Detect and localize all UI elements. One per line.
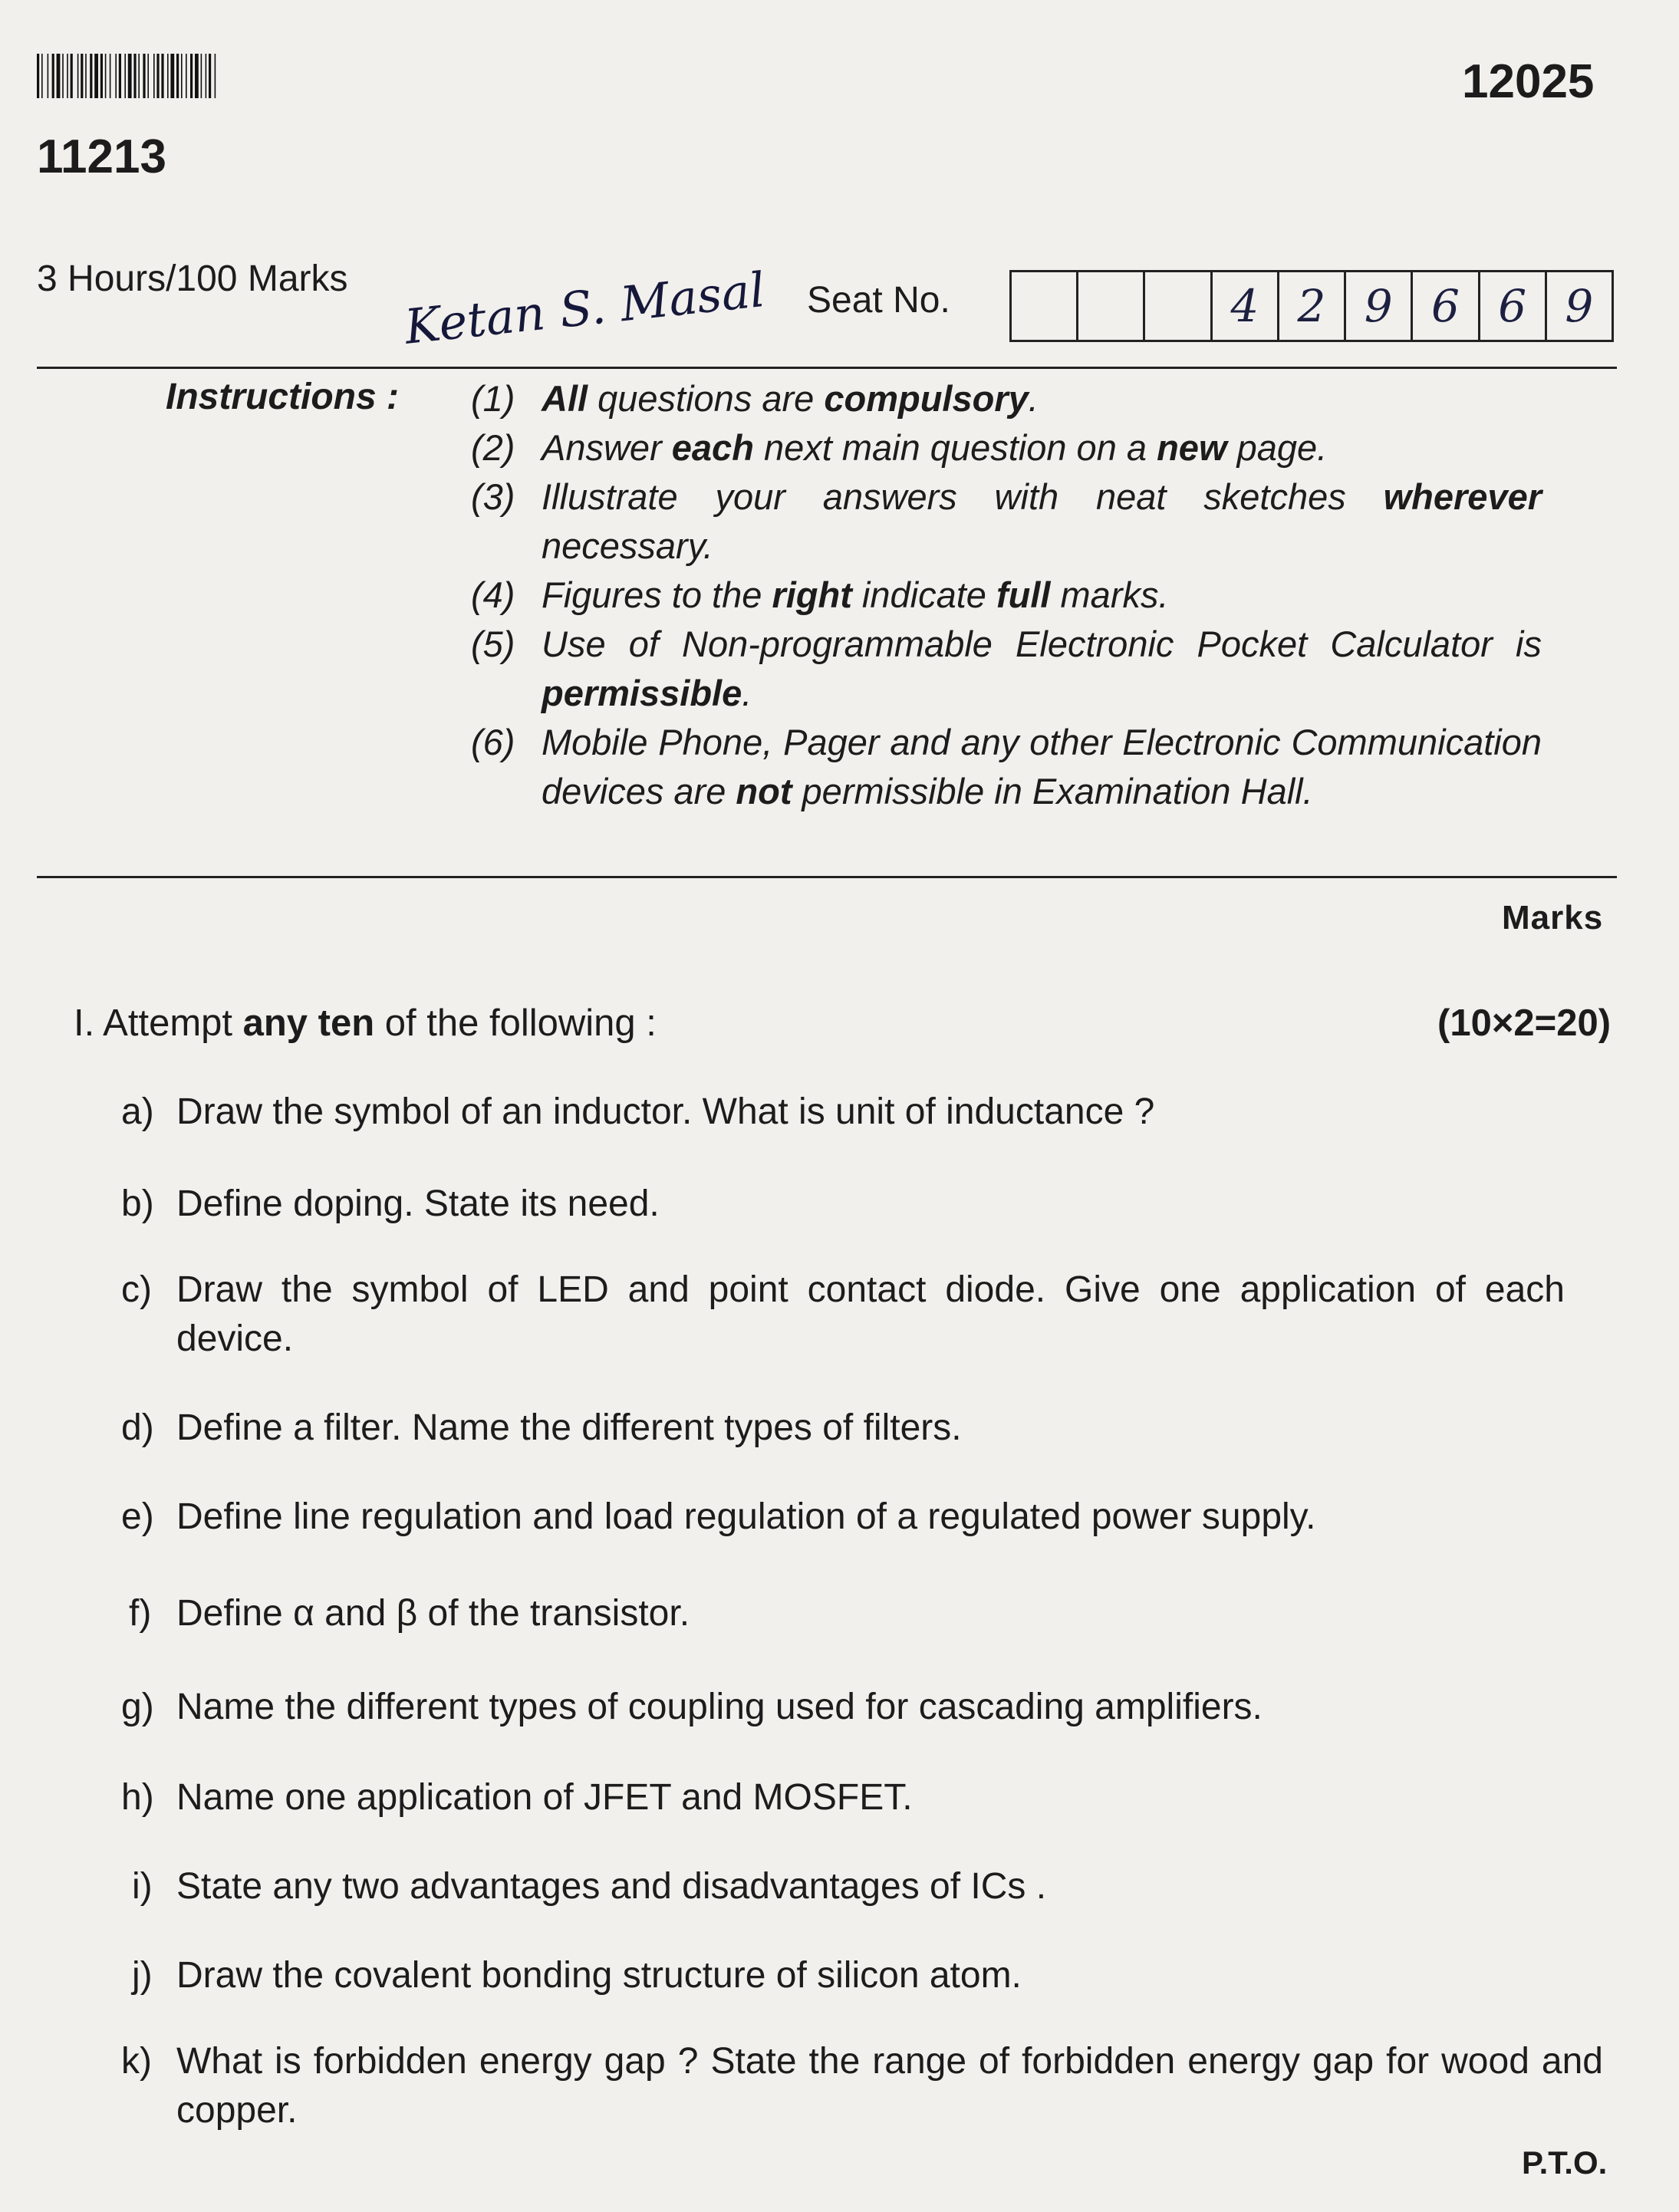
candidate-signature: Ketan S. Masal [402,261,768,355]
instruction-number: (4) [471,574,515,615]
section-instruction: Attempt any ten of the following : [103,1002,657,1044]
barcode-bar [37,54,39,98]
question-text: Draw the symbol of LED and point contact diode. Give one application of each device. [176,1269,1565,1359]
seat-digit [1145,272,1212,340]
barcode-bar [215,54,216,98]
barcode-bar [181,54,183,98]
section-heading [74,1002,657,1045]
question-text: State any two advantages and disadvantages of ICs . [176,1866,1047,1907]
barcode-bar [52,54,54,98]
question-text: Define doping. State its need. [176,1183,660,1224]
question-label: d) [121,1407,154,1448]
seat-digit: 6 [1413,272,1480,340]
section-number: I. [74,1002,95,1044]
question-text: Draw the symbol of an inductor. What is unit of inductance ? [176,1091,1155,1132]
barcode-bar [48,54,49,98]
question-text: What is forbidden energy gap ? State the range of forbidden energy gap for wood and copper. [176,2041,1603,2131]
instruction-item [471,472,1542,571]
instruction-item [471,423,1542,472]
section-marks: (10×2=20) [1437,1002,1612,1044]
barcode-bar [176,54,179,98]
seat-digit: 4 [1213,272,1279,340]
barcode-bar [90,54,92,98]
seat-digit [1078,272,1145,340]
barcode-bar [167,54,169,98]
instruction-text: All questions are compulsory. [542,378,1039,419]
question-text: Define a filter. Name the different types of filters. [176,1407,962,1448]
question-label: i) [132,1866,153,1907]
seat-digit [1012,272,1078,340]
barcode-bar [170,54,174,98]
seat-digit: 9 [1565,280,1594,332]
barcode-bar [85,54,87,98]
instruction-number: (5) [471,624,515,664]
instruction-item [471,620,1542,718]
question-label: b) [121,1183,154,1224]
barcode-bar [62,54,64,98]
barcode-bar [124,54,126,98]
barcode-bar [94,54,98,98]
barcode [37,54,287,98]
paper-code: 11213 [37,130,166,183]
duration-marks: 3 Hours/100 Marks [37,258,348,299]
barcode-bar [71,54,73,98]
instruction-item [471,718,1542,865]
seat-digit: 9 [1346,272,1413,340]
question-label: g) [121,1687,154,1727]
barcode-bar [77,54,79,98]
barcode-bar [209,54,211,98]
page-turn-over: P.T.O. [1522,2145,1608,2181]
question-label: e) [121,1496,154,1537]
instruction-item [471,571,1542,620]
barcode-bar [67,54,68,98]
instruction-number: (6) [471,722,515,762]
instruction-item [471,374,1542,423]
instruction-text: Answer each next main question on a new page. [542,427,1328,468]
instructions-divider [37,876,1617,878]
barcode-bar [153,54,155,98]
instruction-text: Figures to the right indicate full marks. [542,574,1169,615]
barcode-bar [190,54,193,98]
question-text: Name the different types of coupling used for cascading amplifiers. [176,1687,1263,1727]
instructions-label: Instructions : [166,377,400,417]
barcode-bar [161,54,163,98]
instruction-text: Use of Non-programmable Electronic Pocket Calculator is permissible. [542,624,1542,713]
barcode-bar [133,54,136,98]
header-divider [37,367,1617,369]
barcode-bar [206,54,207,98]
question-label: k) [121,2041,152,2082]
instruction-number: (2) [471,427,515,468]
question-text: Define α and β of the transistor. [176,1593,690,1634]
barcode-bar [41,54,43,98]
barcode-bar [195,54,199,98]
barcode-bar [81,54,83,98]
instruction-text: Illustrate your answers with neat sketches wherever necessary. [542,476,1542,566]
exam-code: 12025 [1462,55,1595,108]
question-text: Name one application of JFET and MOSFET. [176,1777,913,1818]
barcode-bar [138,54,140,98]
question-label: a) [121,1091,154,1132]
barcode-bar [119,54,121,98]
question-label: j) [132,1955,153,1996]
barcode-bar [128,54,132,98]
barcode-bar [105,54,107,98]
seat-digit: 2 [1279,272,1346,340]
seat-digit: 6 [1480,272,1547,340]
barcode-bar [186,54,187,98]
question-label: h) [121,1777,154,1818]
instruction-number: (1) [471,378,515,419]
barcode-bar [110,54,111,98]
barcode-bar [100,54,103,98]
barcode-bar [147,54,149,98]
marks-heading: Marks [1502,899,1604,936]
barcode-bar [115,54,117,98]
barcode-bar [201,54,202,98]
barcode-bar [57,54,61,98]
question-text: Draw the covalent bonding structure of silicon atom. [176,1955,1022,1996]
instruction-text: Mobile Phone, Pager and any other Electronic Communication devices are not permissible in Examination Hall. [542,722,1542,811]
instruction-number: (3) [471,476,515,517]
question-label: f) [129,1593,152,1634]
barcode-bar [156,54,159,98]
seat-number-label: Seat No. [807,280,950,321]
seat-number-boxes [1009,270,1614,342]
question-label: c) [121,1269,152,1310]
barcode-bar [143,54,145,98]
question-text: Define line regulation and load regulation of a regulated power supply. [176,1496,1316,1537]
